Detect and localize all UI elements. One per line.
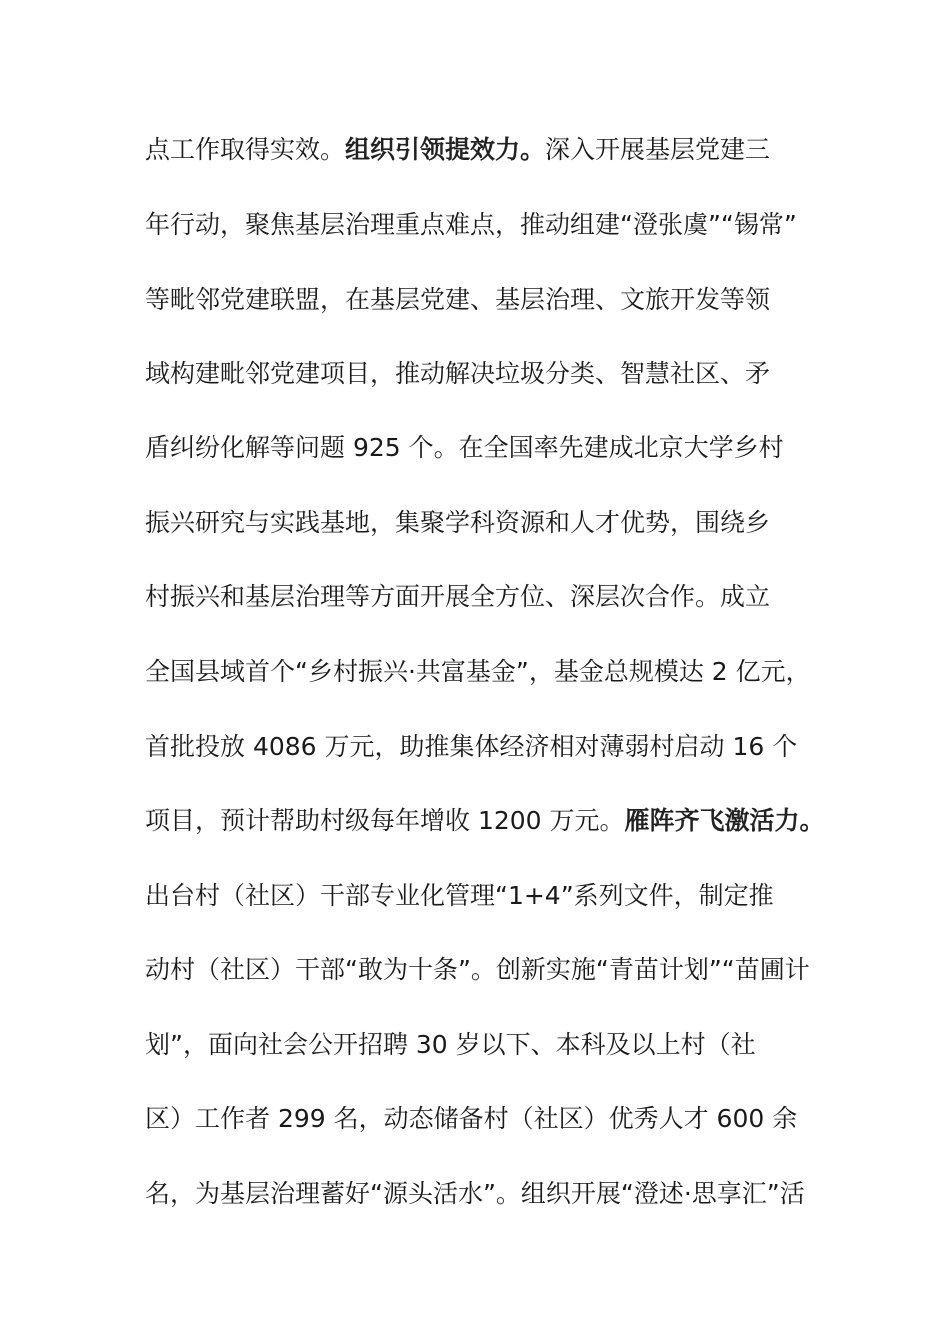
text-segment: 村振兴和基层治理等方面开展全方位、深层次合作。成立 bbox=[145, 582, 771, 611]
text-line bbox=[145, 881, 774, 911]
bold-heading: 组织引领提效力。 bbox=[345, 135, 546, 164]
text-segment: 划”，面向社会公开招聘 30 岁以下、本科及以上村（社 bbox=[145, 1030, 756, 1059]
text-segment: 盾纠纷化解等问题 925 个。在全国率先建成北京大学乡村 bbox=[145, 433, 784, 462]
text-segment: 动村（社区）干部“敢为十条”。创新实施“青苗计划”“苗圃计 bbox=[145, 955, 810, 984]
text-line bbox=[145, 732, 797, 762]
text-line bbox=[145, 955, 810, 985]
text-segment: 域构建毗邻党建项目，推动解决垃圾分类、智慧社区、矛 bbox=[145, 359, 771, 388]
text-line bbox=[145, 657, 811, 687]
text-line bbox=[145, 285, 770, 315]
text-line bbox=[145, 433, 784, 463]
text-segment: 全国县域首个“乡村振兴·共富基金”，基金总规模达 2 亿元， bbox=[145, 657, 811, 686]
text-segment: 振兴研究与实践基地，集聚学科资源和人才优势，围绕乡 bbox=[145, 508, 771, 537]
text-segment: 等毗邻党建联盟，在基层党建、基层治理、文旅开发等领 bbox=[145, 285, 771, 314]
text-segment: 年行动，聚焦基层治理重点难点，推动组建“澄张虞”“锡常” bbox=[145, 210, 797, 239]
text-segment: 首批投放 4086 万元，助推集体经济相对薄弱村启动 16 个 bbox=[145, 732, 798, 761]
text-line bbox=[145, 508, 770, 538]
text-line bbox=[145, 806, 825, 836]
text-segment: 深入开展基层党建三 bbox=[545, 135, 771, 164]
text-segment: 出台村（社区）干部专业化管理“1+4”系列文件，制定推 bbox=[145, 881, 774, 910]
text-line bbox=[145, 1030, 756, 1060]
text-line bbox=[145, 1104, 797, 1134]
text-segment: 项目，预计帮助村级每年增收 1200 万元。 bbox=[145, 806, 625, 835]
text-segment: 点工作取得实效。 bbox=[145, 135, 346, 164]
text-line bbox=[145, 135, 770, 165]
text-line bbox=[145, 359, 770, 389]
text-segment: 名，为基层治理蓄好“源头活水”。组织开展“澄述·思享汇”活 bbox=[145, 1179, 805, 1208]
text-segment: 区）工作者 299 名，动态储备村（社区）优秀人才 600 余 bbox=[145, 1104, 798, 1133]
text-line bbox=[145, 582, 770, 612]
text-line bbox=[145, 210, 797, 240]
text-line bbox=[145, 1179, 805, 1209]
bold-heading: 雁阵齐飞激活力。 bbox=[624, 806, 825, 835]
